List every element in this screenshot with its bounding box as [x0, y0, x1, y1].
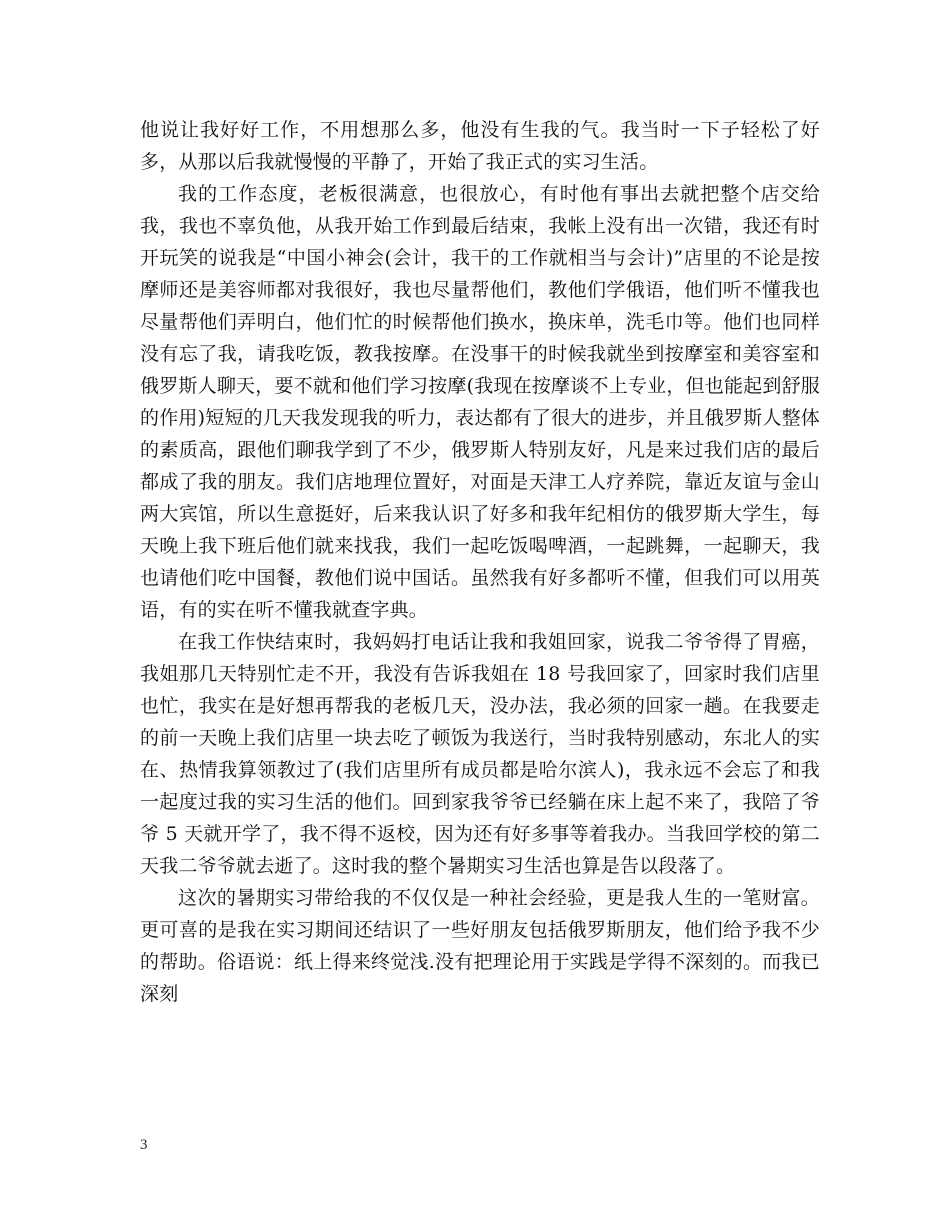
paragraph-3: 在我工作快结束时，我妈妈打电话让我和我姐回家，说我二爷爷得了胃癌，我姐那几天特别忙走不开，我没有告诉我姐在 18 号我回家了，回家时我们店里也忙，我实在是好想再帮我的老板几天，没办法，我必须的回家一趟。在我要走的前一天晚上我们店里一块去吃了顿饭为我送行，当时我特别感动，东北人的实在、热情我算领教过了(我们店里所有成员都是哈尔滨人)，我永远不会忘了和我一起度过我的实习生活的他们。回到家我爷爷已经躺在床上起不来了，我陪了爷爷 5 天就开学了，我不得不返校，因为还有好多事等着我办。当我回学校的第二天我二爷爷就去逝了。这时我的整个暑期实习生活也算是告以段落了。	[140, 631, 820, 877]
paragraph-4: 这次的暑期实习带给我的不仅仅是一种社会经验，更是我人生的一笔财富。更可喜的是我在实习期间还结识了一些好朋友包括俄罗斯朋友，他们给予我不少的帮助。俗语说：纸上得来终觉浅.没有把理论用于实践是学得不深刻的。而我已深刻	[140, 887, 820, 1005]
paragraph-2: 我的工作态度，老板很满意，也很放心，有时他有事出去就把整个店交给我，我也不辜负他，从我开始工作到最后结束，我帐上没有出一次错，我还有时开玩笑的说我是“中国小神会(会计，我干的工作就相当与会计)”店里的不论是按摩师还是美容师都对我很好，我也尽量帮他们，教他们学俄语，他们听不懂我也尽量帮他们弄明白，他们忙的时候帮他们换水，换床单，洗毛巾等。他们也同样没有忘了我，请我吃饭，教我按摩。在没事干的时候我就坐到按摩室和美容室和俄罗斯人聊天，要不就和他们学习按摩(我现在按摩谈不上专业，但也能起到舒服的作用)短短的几天我发现我的听力，表达都有了很大的进步，并且俄罗斯人整体的素质高，跟他们聊我学到了不少，俄罗斯人特别友好，凡是来过我们店的最后都成了我的朋友。我们店地理位置好，对面是天津工人疗养院，靠近友谊与金山两大宾馆，所以生意挺好，后来我认识了好多和我年纪相仿的俄罗斯大学生，每天晚上我下班后他们就来找我，我们一起吃饭喝啤酒，一起跳舞，一起聊天，我也请他们吃中国餐，教他们说中国话。虽然我有好多都听不懂，但我们可以用英语，有的实在听不懂我就查字典。	[140, 183, 820, 621]
paragraph-1: 他说让我好好工作，不用想那么多，他没有生我的气。我当时一下子轻松了好多，从那以后我就慢慢的平静了，开始了我正式的实习生活。	[140, 119, 820, 173]
document-body	[140, 114, 820, 1010]
page-number: 3	[140, 1137, 148, 1153]
